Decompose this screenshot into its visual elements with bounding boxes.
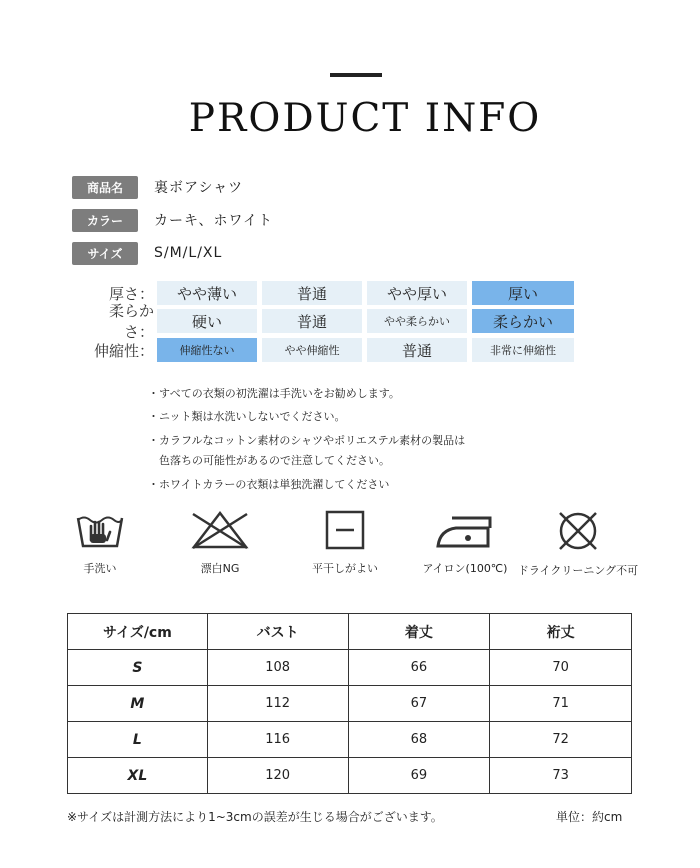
care-item-hand-wash xyxy=(30,510,170,576)
attr-option: やや伸縮性 xyxy=(262,338,362,362)
table-cell: L xyxy=(68,722,208,758)
attr-option: 伸縮性ない xyxy=(157,338,257,362)
flat-dry-icon xyxy=(325,510,365,550)
attr-option: やや厚い xyxy=(367,281,467,305)
info-row-size xyxy=(72,241,222,265)
table-header: バスト xyxy=(207,614,348,650)
attr-option: 柔らかい xyxy=(472,309,574,333)
table-row xyxy=(68,758,632,794)
table-cell: 112 xyxy=(207,686,348,722)
info-row-color xyxy=(72,208,273,232)
info-badge-size: サイズ xyxy=(72,242,138,265)
attr-row-softness xyxy=(80,302,156,341)
table-row xyxy=(68,722,632,758)
table-cell: 67 xyxy=(348,686,490,722)
attr-label-thickness: 厚さ： xyxy=(108,284,154,303)
info-row-name xyxy=(72,175,243,199)
attr-label-stretch: 伸縮性： xyxy=(93,341,154,360)
care-label: 手洗い xyxy=(83,562,117,575)
attr-option: 普通 xyxy=(262,309,362,333)
hand-wash-icon xyxy=(75,510,125,550)
table-cell: 68 xyxy=(348,722,490,758)
care-item-no-bleach xyxy=(150,510,290,576)
note-line: ・ホワイトカラーの衣類は単独洗濯してください xyxy=(148,478,390,491)
note-line: 色落ちの可能性があるので注意してください。 xyxy=(148,454,390,467)
table-cell: 73 xyxy=(490,758,632,794)
table-cell: 120 xyxy=(207,758,348,794)
care-label: 漂白NG xyxy=(200,562,240,575)
title-rule xyxy=(330,73,382,77)
care-label: アイロン(100℃) xyxy=(422,562,508,575)
attr-row-stretch xyxy=(80,338,156,362)
size-footnote: ※サイズは計測方法により1~3cmの誤差が生じる場合がございます。 xyxy=(67,810,443,824)
care-item-no-dry-clean xyxy=(508,510,648,578)
size-table xyxy=(67,613,632,794)
attr-option: 硬い xyxy=(157,309,257,333)
table-row xyxy=(68,686,632,722)
info-value-name: 裏ボアシャツ xyxy=(154,180,244,196)
table-header: サイズ/cm xyxy=(68,614,208,650)
table-cell: 69 xyxy=(348,758,490,794)
iron-icon xyxy=(434,510,496,550)
note-line: ・すべての衣類の初洗濯は手洗いをお勧めします。 xyxy=(148,387,400,400)
care-label: 平干しがよい xyxy=(312,562,378,575)
info-badge-color: カラー xyxy=(72,209,138,232)
info-value-color: カーキ、ホワイト xyxy=(154,213,274,229)
note-line: ・ニット類は水洗いしないでください。 xyxy=(148,410,346,423)
note-line: ・カラフルなコットン素材のシャツやポリエステル素材の製品は xyxy=(148,434,466,447)
table-cell: 71 xyxy=(490,686,632,722)
table-header: 着丈 xyxy=(348,614,490,650)
attr-option: やや薄い xyxy=(157,281,257,305)
attr-option: やや柔らかい xyxy=(367,309,467,333)
table-cell: S xyxy=(68,650,208,686)
table-row xyxy=(68,650,632,686)
table-cell: 108 xyxy=(207,650,348,686)
attr-option: 普通 xyxy=(367,338,467,362)
care-notes xyxy=(148,382,465,496)
size-unit: 単位：約cm xyxy=(556,810,623,824)
table-header-row xyxy=(68,614,632,650)
info-badge-name: 商品名 xyxy=(72,176,138,199)
table-cell: 72 xyxy=(490,722,632,758)
attr-label-softness: 柔らかさ： xyxy=(108,302,154,341)
care-item-flat-dry xyxy=(275,510,415,576)
no-dry-clean-icon xyxy=(554,510,602,552)
attr-option: 普通 xyxy=(262,281,362,305)
table-cell: 66 xyxy=(348,650,490,686)
table-cell: M xyxy=(68,686,208,722)
page-title: PRODUCT INFO xyxy=(188,96,542,141)
care-label: ドライクリーニング不可 xyxy=(517,564,639,577)
table-cell: XL xyxy=(68,758,208,794)
info-value-size: S/M/L/XL xyxy=(154,245,223,261)
table-cell: 116 xyxy=(207,722,348,758)
table-cell: 70 xyxy=(490,650,632,686)
table-header: 裄丈 xyxy=(490,614,632,650)
attr-option: 非常に伸縮性 xyxy=(472,338,574,362)
attr-option: 厚い xyxy=(472,281,574,305)
no-bleach-icon xyxy=(189,510,251,550)
